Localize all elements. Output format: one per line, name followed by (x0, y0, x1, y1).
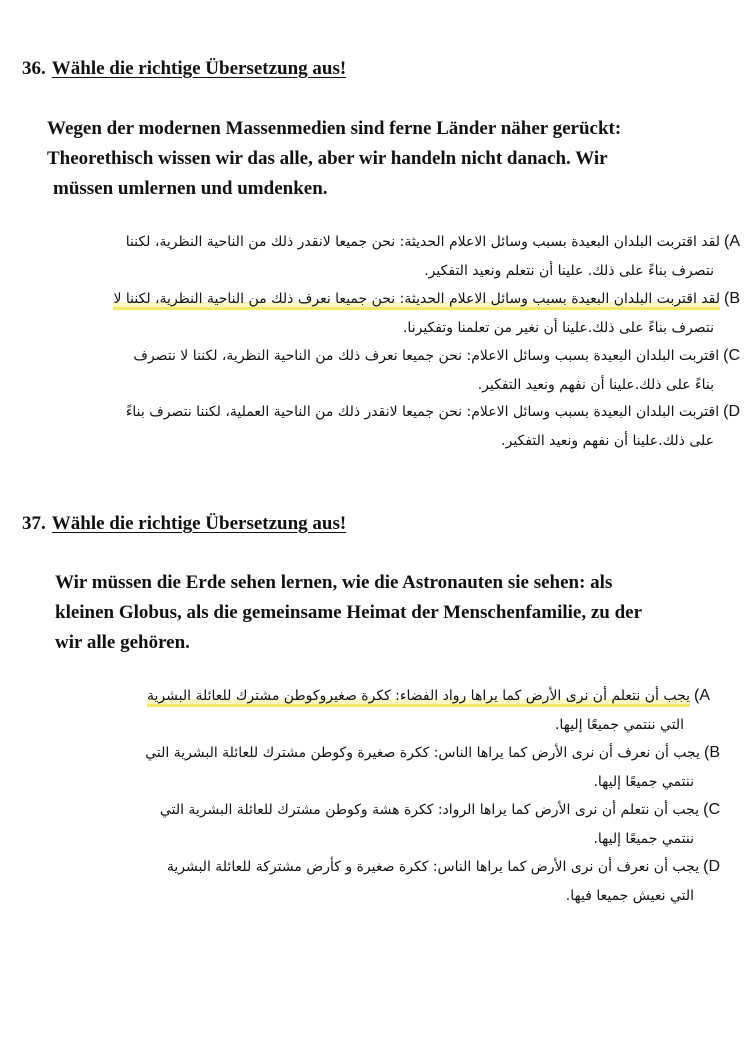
german-passage (47, 114, 621, 204)
option-text-line1: اقتربت البلدان البعيدة بسبب وسائل الاعلام: نحن جميعا نعرف ذلك من الناحية النظرية، لكننا لا نتصرف (133, 348, 720, 364)
option-text-line1: يجب أن نعرف أن نرى الأرض كما يراها الناس: ككرة صغيرة و كأرض مشتركة للعائلة البشرية (166, 859, 700, 875)
question-title (22, 513, 346, 535)
option-letter: D) (723, 403, 740, 420)
option-text-line1: اقتربت البلدان البعيدة بسبب وسائل الاعلام: نحن جميعا لانقدر ذلك من الناحية العملية، لكننا نتصرف بناءً (125, 404, 720, 420)
option-text-line1: لقد اقتربت البلدان البعيدة بسبب وسائل الاعلام الحديثة: نحن جميعا لانقدر ذلك من الناحية النظرية، لكننا (125, 234, 720, 250)
option-text-line2: ننتمي جميعًا إليها. (593, 774, 694, 790)
option-text-line2: على ذلك.علينا أن نفهم ونعيد التفكير. (501, 433, 714, 449)
option-a[interactable] (20, 681, 710, 740)
option-letter: A) (724, 233, 740, 250)
option-text-line2: ننتمي جميعًا إليها. (593, 831, 694, 847)
question-instruction: Wähle die richtige Übersetzung aus! (51, 513, 347, 534)
option-text-line2: التي نعيش جميعا فيها. (565, 888, 694, 904)
passage-line: wir alle gehören. (55, 632, 190, 653)
option-text-line1: يجب أن نتعلم أن نرى الأرض كما يراها الرواد: ككرة هشة وكوطن مشترك للعائلة البشرية التي (159, 802, 700, 818)
passage-line: Theorethisch wissen wir das alle, aber wir handeln nicht danach. Wir (47, 148, 608, 169)
option-a[interactable] (15, 227, 740, 286)
option-letter: A) (694, 687, 710, 704)
option-letter: D) (703, 858, 720, 875)
option-c[interactable] (20, 795, 720, 854)
option-text-line2: نتصرف بناءً على ذلك.علينا أن نغير من تعلمنا وتفكيرنا. (402, 320, 714, 336)
option-letter: C) (703, 801, 720, 818)
german-passage (55, 568, 642, 658)
option-letter: C) (723, 347, 740, 364)
option-b[interactable] (15, 284, 740, 343)
option-b[interactable] (20, 738, 720, 797)
option-text-line1-highlighted: يجب أن نتعلم أن نرى الأرض كما يراها رواد الفضاء: ككرة صغيروكوطن مشترك للعائلة البشرية (147, 688, 690, 707)
option-letter: B) (704, 744, 720, 761)
option-text-line1: يجب أن نعرف أن نرى الأرض كما يراها الناس: ككرة صغيرة وكوطن مشترك للعائلة البشرية التي (145, 745, 700, 761)
question-number: 37. (22, 513, 46, 534)
option-text-line2: التي ننتمي جميعًا إليها. (554, 717, 684, 733)
passage-line: kleinen Globus, als die gemeinsame Heimat der Menschenfamilie, zu der (55, 602, 643, 623)
passage-line: Wegen der modernen Massenmedien sind ferne Länder näher gerückt: (47, 118, 622, 139)
question-instruction: Wähle die richtige Übersetzung aus! (51, 58, 347, 79)
option-d[interactable] (15, 397, 740, 456)
option-c[interactable] (15, 341, 740, 400)
option-text-line2: بناءً على ذلك.علينا أن نفهم ونعيد التفكير. (477, 377, 714, 393)
option-letter: B) (724, 290, 740, 307)
option-text-line1-highlighted: لقد اقتربت البلدان البعيدة بسبب وسائل الاعلام الحديثة: نحن جميعا نعرف ذلك من الناحية النظرية، لكننا لا (113, 291, 720, 310)
passage-line: Wir müssen die Erde sehen lernen, wie die Astronauten sie sehen: als (55, 572, 613, 593)
question-title (22, 58, 346, 80)
option-text-line2: نتصرف بناءً على ذلك. علينا أن نتعلم ونعيد التفكير. (424, 263, 714, 279)
question-number: 36. (22, 58, 46, 79)
option-d[interactable] (20, 852, 720, 911)
passage-line: müssen umlernen und umdenken. (53, 178, 328, 199)
